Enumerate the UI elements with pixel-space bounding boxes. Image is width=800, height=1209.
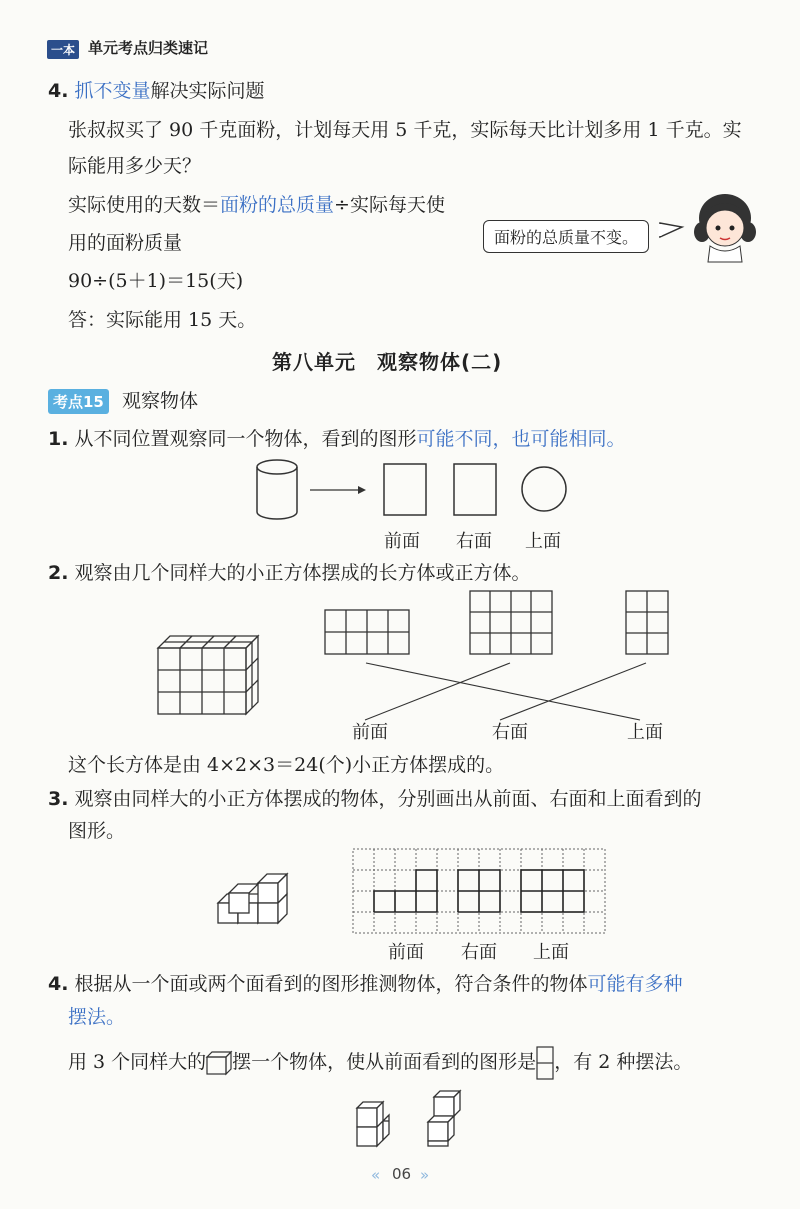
- item3-body: 观察由同样大的小正方体摆成的物体，分别画出从前面、右面和上面看到的: [74, 788, 702, 810]
- item4-top-heading: [48, 78, 265, 104]
- item3-label-right: 右面: [461, 942, 497, 963]
- item4-highlight-2: 摆法。: [68, 1006, 126, 1028]
- page-number: 06: [392, 1165, 412, 1183]
- header-badge: 一本: [47, 40, 79, 59]
- item-number: 4.: [48, 973, 69, 995]
- front-view-grid: [325, 610, 409, 654]
- right-view-grid: [470, 591, 552, 654]
- item3-figure: [215, 848, 615, 938]
- answer-views: [374, 870, 584, 912]
- front-view-rect: [384, 464, 426, 515]
- front-view-shape-icon: [536, 1046, 554, 1080]
- page-deco-right: »: [420, 1166, 430, 1184]
- item-number: 2.: [48, 562, 69, 584]
- item-number: 4.: [48, 80, 69, 102]
- item3-text-line1: [48, 786, 702, 812]
- answer: 答：实际能用 15 天。: [68, 309, 257, 331]
- item-heading-text: 解决实际问题: [150, 80, 265, 102]
- item2-figure: [150, 588, 670, 728]
- problem-line-1: 张叔叔买了 90 千克面粉，计划每天用 5 千克，实际每天比计划多用 1 千克。实: [68, 119, 742, 141]
- item2-label-front: 前面: [352, 722, 388, 743]
- item4-sentence: [68, 1046, 692, 1080]
- speech-bubble: 面粉的总质量不变。: [483, 220, 649, 253]
- unit-title: 第八单元 观察物体(二): [272, 350, 503, 374]
- item2-label-top: 上面: [627, 722, 663, 743]
- item3-text-line2: 图形。: [68, 820, 126, 842]
- calculation: 90÷(5＋1)＝15(天): [68, 270, 244, 292]
- cylinder-icon: [257, 460, 297, 519]
- sentence-part-a: 用 3 个同样大的: [68, 1051, 207, 1073]
- bubble-tail: [660, 215, 680, 245]
- formula-line-2: 用的面粉质量: [68, 232, 183, 254]
- right-view-rect: [454, 464, 496, 515]
- problem-line-2: 际能用多少天？: [68, 155, 202, 177]
- formula-highlight: 面粉的总质量: [220, 194, 335, 216]
- arrangement-1-icon: [357, 1102, 389, 1146]
- cuboid-icon: [158, 636, 258, 714]
- kaodian-title: 观察物体: [122, 390, 199, 412]
- item2-text: [48, 560, 531, 586]
- item-number: 3.: [48, 788, 69, 810]
- item4-body: 根据从一个面或两个面看到的图形推测物体，符合条件的物体: [74, 973, 588, 995]
- matching-lines: [365, 663, 646, 720]
- item2-body: 观察由几个同样大的小正方体摆成的长方体或正方体。: [74, 562, 531, 584]
- sentence-part-c: ，有 2 种摆法。: [554, 1051, 693, 1073]
- item1-label-front: 前面: [384, 531, 420, 552]
- item4-figure: [352, 1088, 472, 1150]
- girl-illustration: [690, 190, 770, 265]
- formula-suffix: ÷实际每天使: [334, 194, 445, 216]
- item4-highlight-1: 可能有多种: [587, 973, 683, 995]
- item-highlight: 抓不变量: [74, 80, 151, 102]
- cube-icon: [206, 1051, 232, 1075]
- item2-conclusion: 这个长方体是由 4×2×3＝24(个)小正方体摆成的。: [68, 754, 505, 776]
- item1-body: 从不同位置观察同一个物体，看到的图形: [74, 428, 417, 450]
- item3-label-front: 前面: [388, 942, 424, 963]
- kaodian-badge: 考点15: [48, 389, 109, 414]
- item1-label-top: 上面: [525, 531, 561, 552]
- item1-highlight: 可能不同，也可能相同。: [416, 428, 626, 450]
- item4-text-line1: [48, 971, 683, 997]
- top-view-circle: [522, 467, 566, 511]
- stacked-cubes-icon: [218, 874, 287, 923]
- item1-figure: [250, 458, 580, 523]
- sentence-part-b: 摆一个物体，使从前面看到的图形是: [232, 1051, 537, 1073]
- top-view-grid: [626, 591, 668, 654]
- item2-label-right: 右面: [492, 722, 528, 743]
- page-deco-left: «: [371, 1166, 381, 1184]
- header-title: 单元考点归类速记: [88, 39, 209, 57]
- item1-label-right: 右面: [456, 531, 492, 552]
- arrow-icon: [310, 486, 366, 494]
- item-number: 1.: [48, 428, 69, 450]
- formula-line-1: [68, 192, 445, 218]
- arrangement-2-icon: [428, 1091, 460, 1146]
- item3-label-top: 上面: [533, 942, 569, 963]
- formula-prefix: 实际使用的天数＝: [68, 194, 221, 216]
- item1-text: [48, 426, 626, 452]
